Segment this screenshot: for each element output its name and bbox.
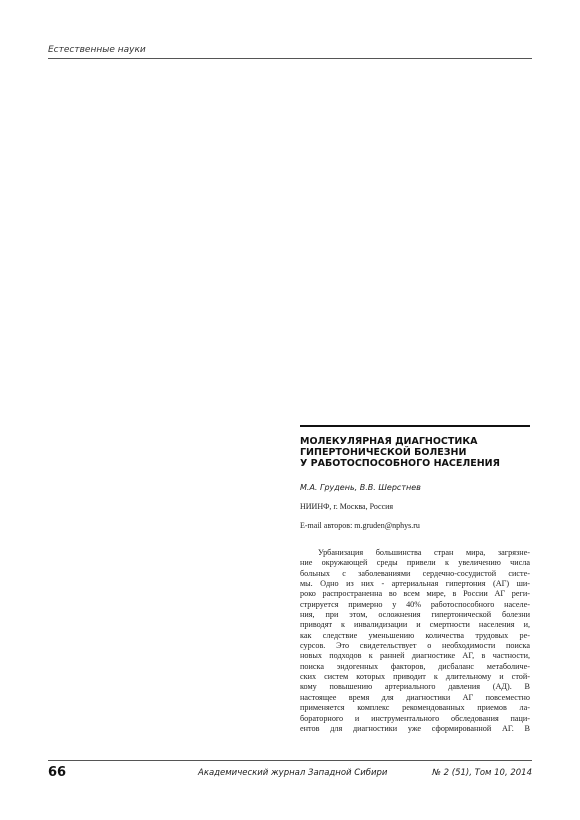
abstract-line: настоящее время для диагностики АГ повсеместно <box>300 692 530 702</box>
abstract-line: применяется комплекс рекомендованных приемов ла- <box>300 703 530 713</box>
article-title-line: МОЛЕКУЛЯРНАЯ ДИАГНОСТИКА <box>300 436 478 447</box>
section-label: Естественные науки <box>48 45 146 55</box>
abstract-line: поиска эндогенных факторов, дисбаланс метаболиче- <box>300 661 530 671</box>
abstract-line: приводят к инвалидизации и смертности населения и, <box>300 620 530 630</box>
running-footer <box>48 760 532 785</box>
author-email: E-mail авторов: m.gruden@nphys.ru <box>300 521 420 530</box>
abstract-line: бораторного и инструментального обследования паци- <box>300 713 530 723</box>
article-title <box>300 436 530 469</box>
abstract-line: стрируется примерно у 40% работоспособного населе- <box>300 599 530 609</box>
title-rule <box>300 425 530 427</box>
article-block <box>300 425 530 734</box>
abstract-line: роко распространенна во всем мире, в России АГ реги- <box>300 589 530 599</box>
abstract-text <box>300 548 530 734</box>
issue-info: № 2 (51), Том 10, 2014 <box>432 768 532 778</box>
abstract-line: больных с заболеваниями сердечно-сосудистой систе- <box>300 568 530 578</box>
abstract-line: мы. Одно из них - артериальная гипертония (АГ) ши- <box>300 579 530 589</box>
affiliation: НИИНФ, г. Москва, Россия <box>300 502 394 511</box>
article-title-line: У РАБОТОСПОСОБНОГО НАСЕЛЕНИЯ <box>300 458 500 469</box>
running-header <box>48 44 532 59</box>
abstract-line: Урбанизация большинства стран мира, загрязне- <box>318 548 530 557</box>
abstract-line: ских систем которых приводит к длительному и стой- <box>300 672 530 682</box>
abstract-line: сурсов. Это свидетельствует о необходимости поиска <box>300 641 530 651</box>
abstract-line: ния, при этом, осложнения гипертонической болезни <box>300 610 530 620</box>
journal-name: Академический журнал Западной Сибири <box>198 768 388 778</box>
abstract-line: кому повышению артериального давления (АД). В <box>300 682 530 692</box>
article-title-line: ГИПЕРТОНИЧЕСКОЙ БОЛЕЗНИ <box>300 447 467 458</box>
authors: М.А. Грудень, В.В. Шерстнев <box>300 483 421 492</box>
page-number: 66 <box>48 765 67 780</box>
abstract-line: ние окружающей среды привели к увеличению числа <box>300 558 530 568</box>
abstract-line: ентов для диагностики уже сформированной АГ. В <box>300 723 530 733</box>
abstract-line: как следствие уменьшению количества трудовых ре- <box>300 630 530 640</box>
abstract-line: новых подходов к ранней диагностике АГ, в частности, <box>300 651 530 661</box>
